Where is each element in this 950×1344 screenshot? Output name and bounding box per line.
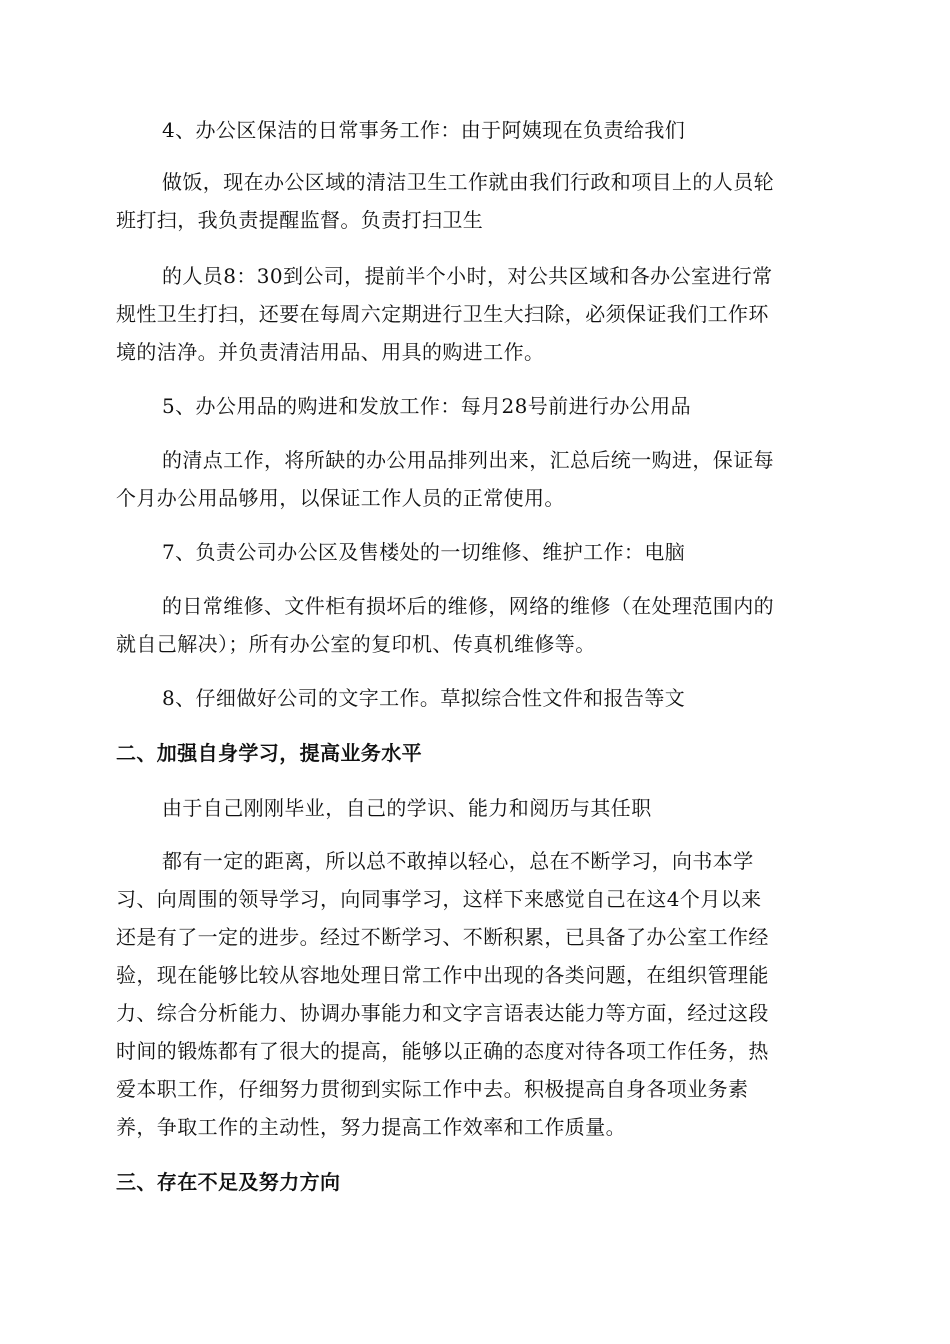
section-heading: 二、加强自身学习，提高业务水平 xyxy=(116,741,422,765)
text-line: 就自己解决）；所有办公室的复印机、传真机维修等。 xyxy=(116,632,596,656)
text-line: 还是有了一定的进步。经过不断学习、不断积累，已具备了办公室工作经 xyxy=(116,925,769,949)
section-heading: 三、存在不足及努力方向 xyxy=(116,1170,341,1194)
text-line: 的清点工作，将所缺的办公用品排列出来，汇总后统一购进，保证每 xyxy=(162,448,774,472)
text-line: 都有一定的距离，所以总不敢掉以轻心，总在不断学习，向书本学 xyxy=(162,849,754,873)
text-line: 个月办公用品够用，以保证工作人员的正常使用。 xyxy=(116,486,565,510)
text-line: 规性卫生打扫，还要在每周六定期进行卫生大扫除，必须保证我们工作环 xyxy=(116,302,769,326)
text-line: 的日常维修、文件柜有损坏后的维修，网络的维修（在处理范围内的 xyxy=(162,594,774,618)
text-line: 7、负责公司办公区及售楼处的一切维修、维护工作：电脑 xyxy=(162,540,686,564)
text-line: 8、仔细做好公司的文字工作。草拟综合性文件和报告等文 xyxy=(162,686,686,710)
text-line: 养，争取工作的主动性，努力提高工作效率和工作质量。 xyxy=(116,1115,626,1139)
text-line: 班打扫，我负责提醒监督。负责打扫卫生 xyxy=(116,208,484,232)
text-line: 境的洁净。并负责清洁用品、用具的购进工作。 xyxy=(116,340,545,364)
text-line: 爱本职工作，仔细努力贯彻到实际工作中去。积极提高自身各项业务素 xyxy=(116,1077,749,1101)
text-line: 由于自己刚刚毕业，自己的学识、能力和阅历与其任职 xyxy=(162,796,652,820)
text-line: 做饭，现在办公区域的清洁卫生工作就由我们行政和项目上的人员轮 xyxy=(162,170,774,194)
text-line: 时间的锻炼都有了很大的提高，能够以正确的态度对待各项工作任务，热 xyxy=(116,1039,769,1063)
text-line: 5、办公用品的购进和发放工作：每月28号前进行办公用品 xyxy=(162,394,691,418)
text-line: 4、办公区保洁的日常事务工作：由于阿姨现在负责给我们 xyxy=(162,118,686,142)
text-line: 习、向周围的领导学习，向同事学习，这样下来感觉自己在这4个月以来 xyxy=(116,887,762,911)
text-line: 验，现在能够比较从容地处理日常工作中出现的各类问题，在组织管理能 xyxy=(116,963,769,987)
text-line: 力、综合分析能力、协调办事能力和文字言语表达能力等方面，经过这段 xyxy=(116,1001,769,1025)
text-line: 的人员8：30到公司，提前半个小时，对公共区域和各办公室进行常 xyxy=(162,264,773,288)
